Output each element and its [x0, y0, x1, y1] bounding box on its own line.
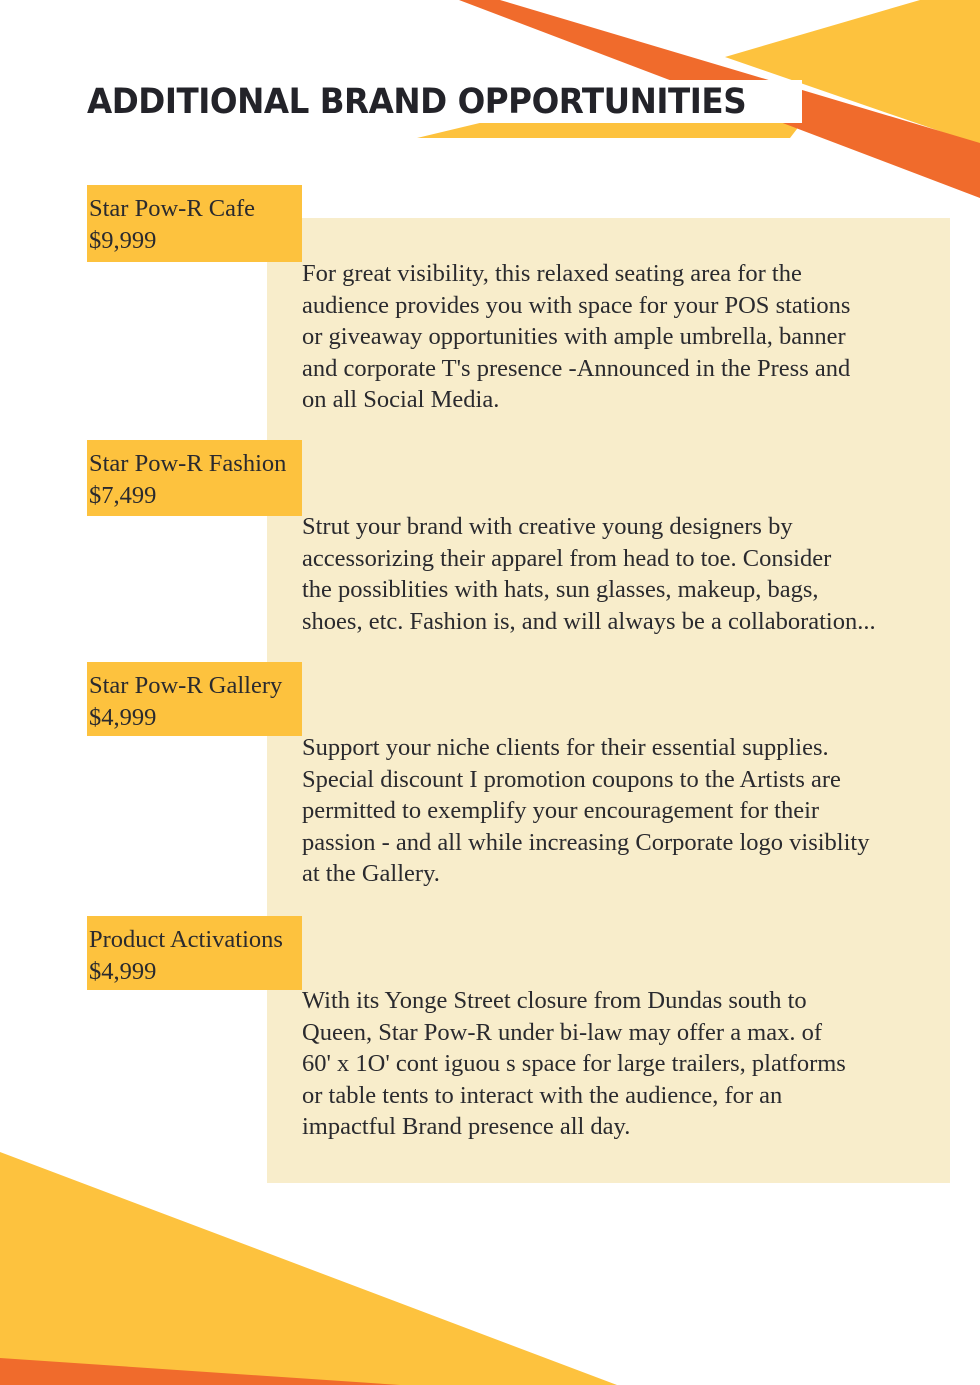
bottom-yellow-triangle [0, 1152, 617, 1385]
item-label-gallery [87, 662, 302, 736]
title-box [85, 80, 802, 123]
item-price: $7,499 [89, 482, 157, 509]
item-description: For great visibility, this relaxed seating area for the audience provides you with space for your POS stations or giveaway opportunities with ample umbrella, banner and corporate T's presence -Announced in the Press and on all Social Media. [302, 260, 851, 414]
item-label-cafe [87, 185, 302, 262]
item-price: $9,999 [89, 227, 157, 254]
item-description: With its Yonge Street closure from Dundas south to Queen, Star Pow-R under bi-law may offer a max. of 60' x 1O' cont iguou s space for large trailers, platforms or table tents to interact with the audience, for an impactful Brand presence all day. [302, 987, 846, 1141]
item-name: Star Pow-R Fashion [89, 450, 287, 477]
item-label-fashion [87, 440, 302, 516]
item-price: $4,999 [89, 958, 157, 985]
item-name: Product Activations [89, 926, 283, 953]
item-name: Star Pow-R Gallery [89, 672, 283, 699]
page-title: ADDITIONAL BRAND OPPORTUNITIES [87, 81, 747, 122]
item-name: Star Pow-R Cafe [89, 195, 256, 222]
item-description: Support your niche clients for their essential supplies. Special discount I promotion coupons to the Artists are permitted to exemplify your encouragement for their passion - and all while increasing Corporate logo visiblity at the Gallery. [302, 734, 870, 888]
item-price: $4,999 [89, 704, 157, 731]
item-description: Strut your brand with creative young designers by accessorizing their apparel from head to toe. Consider the possiblities with hats, sun glasses, makeup, bags, shoes, etc. Fashion is, and will always be a collaboration... [302, 513, 876, 635]
item-label-activations [87, 916, 302, 990]
